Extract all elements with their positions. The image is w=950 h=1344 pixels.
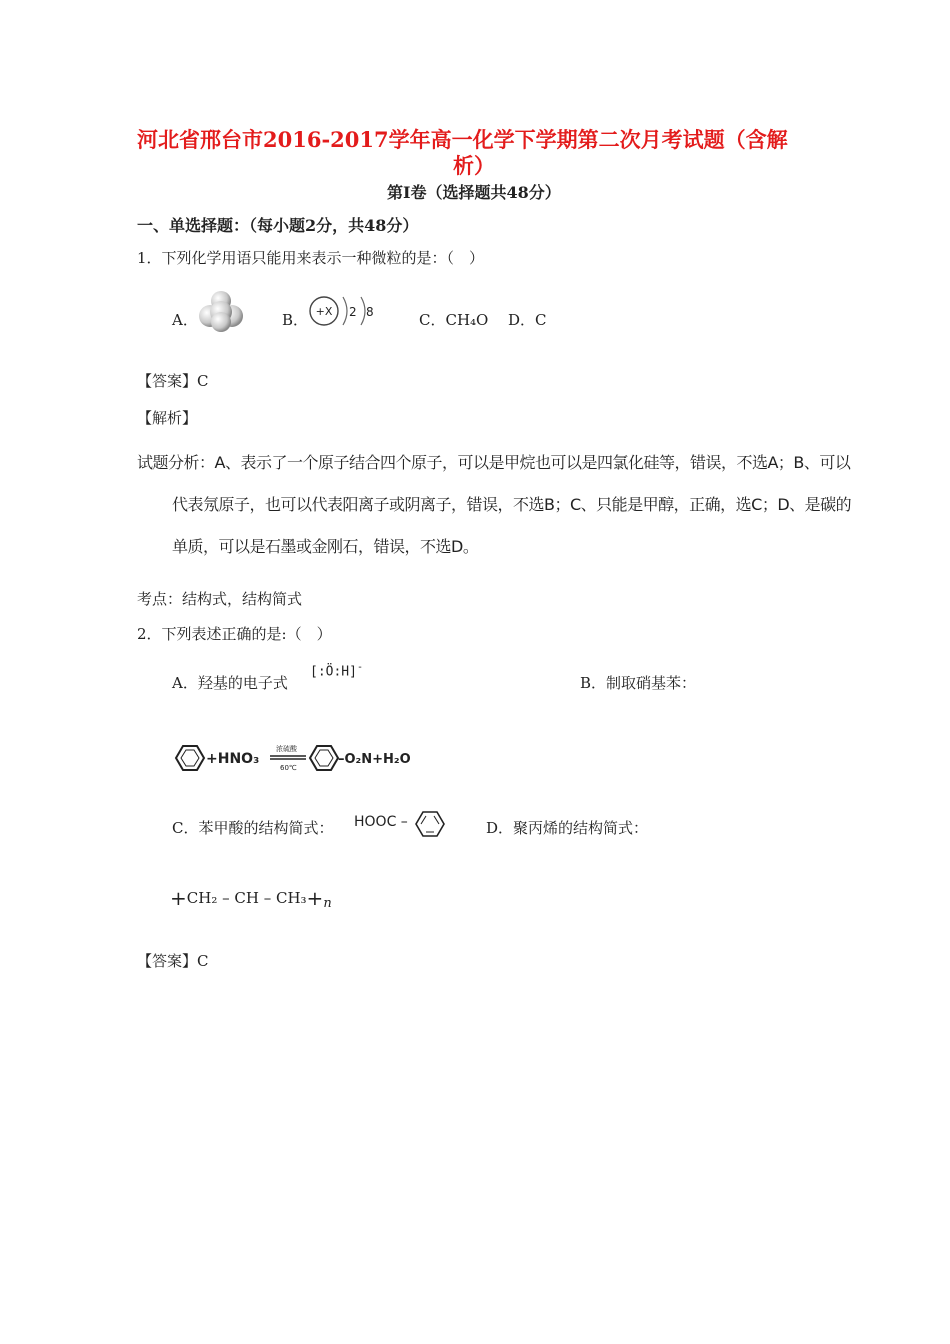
reaction-condition-bottom: 60℃ <box>280 764 297 772</box>
document-title-line2: 析） <box>453 153 495 178</box>
q1-option-c: C．CH₄O <box>419 311 489 329</box>
polypropylene-formula <box>170 884 332 911</box>
q2-answer: 【答案】C <box>137 952 209 970</box>
benzoic-acid-text: HOOC – <box>354 814 408 830</box>
polymer-repeat-unit: CH₂ – CH – CH₃ <box>186 889 307 907</box>
q1-analysis-line2: 代表氖原子，也可以代表阳离子或阴离子，错误，不选B；C、只能是甲醇，正确，选C；D、是碳的 <box>172 495 852 514</box>
reaction-condition-top: 浓硫酸 <box>276 745 297 753</box>
q1-analysis-label: 【解析】 <box>137 409 198 427</box>
volume-title: 第Ⅰ卷（选择题共48分） <box>387 183 561 202</box>
polymer-open-bracket: + <box>170 886 187 910</box>
q1-kaodian: 考点：结构式，结构简式 <box>137 590 303 608</box>
hydroxyl-formula-text: [:Ö:H] <box>310 664 357 680</box>
nitration-reaction-diagram <box>170 738 420 778</box>
atom-structure-icon <box>305 291 385 331</box>
q1-option-a-label: A． <box>172 311 198 329</box>
q1-answer: 【答案】C <box>137 372 209 390</box>
q2-stem: 2．下列表述正确的是:（ ） <box>137 625 332 643</box>
benzene-ring-icon <box>412 808 448 840</box>
benzoic-acid-formula <box>354 814 408 830</box>
polymer-close-bracket: + <box>306 886 324 910</box>
q2-option-b: B．制取硝基苯： <box>580 674 697 692</box>
polymer-n: n <box>323 896 332 911</box>
atom-shell-1: 2 <box>349 305 357 319</box>
ball-model-icon <box>196 289 246 333</box>
q2-option-d: D．聚丙烯的结构简式： <box>486 819 649 837</box>
q1-analysis-line1: 试题分析：A、表示了一个原子结合四个原子，可以是甲烷也可以是四氯化硅等，错误，不选A；B、可以 <box>137 453 851 472</box>
atom-shell-2: 8 <box>366 305 374 319</box>
hydroxyl-electron-formula <box>310 662 363 679</box>
section-title: 一、单选择题：（每小题2分，共48分） <box>137 216 419 235</box>
atom-nucleus: +X <box>315 305 333 318</box>
document-title-line1: 河北省邢台市2016-2017学年高一化学下学期第二次月考试题（含解 <box>137 127 788 152</box>
hydroxyl-charge: - <box>356 662 363 673</box>
q1-analysis-line3: 单质，可以是石墨或金刚石，错误，不选D。 <box>172 537 479 556</box>
reaction-rhs: –O₂N+H₂O <box>338 752 411 767</box>
q1-stem: 1．下列化学用语只能用来表示一种微粒的是：（ ） <box>137 249 485 267</box>
q1-option-d: D．C <box>508 311 547 329</box>
reaction-lhs: +HNO₃ <box>206 751 260 767</box>
q1-option-b-label: B． <box>282 311 309 329</box>
q2-option-c: C．苯甲酸的结构简式： <box>172 819 334 837</box>
q2-option-a: A．羟基的电子式 <box>172 674 288 692</box>
